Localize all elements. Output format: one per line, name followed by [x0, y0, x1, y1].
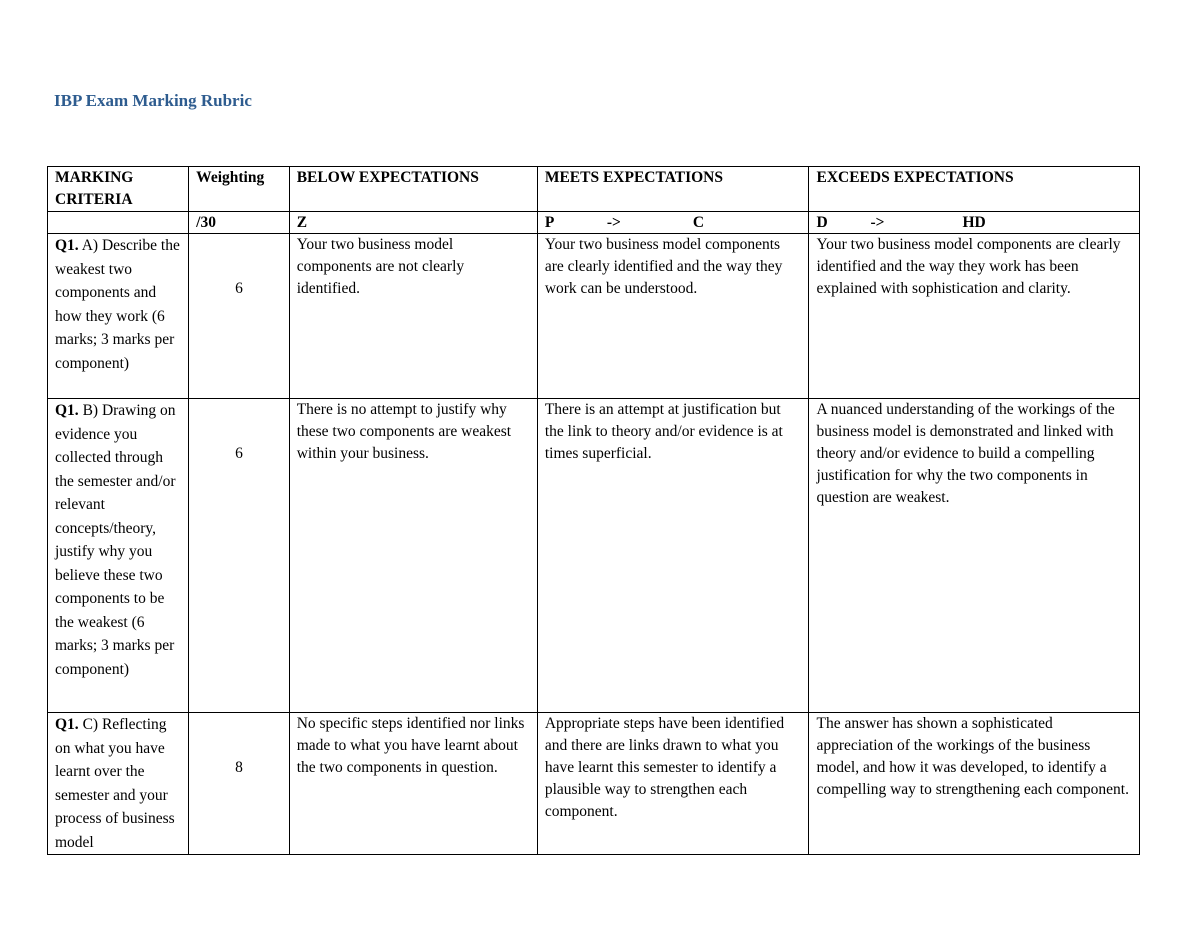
- grade-exceeds-end: HD: [962, 214, 986, 231]
- exceeds-text: Your two business model components are clearly identified and the way they work has been explained with sophistication and clarity.: [816, 236, 1121, 297]
- meets-cell: [537, 399, 809, 713]
- below-text: No specific steps identified nor links made to what you have learnt about the two components in question.: [296, 715, 525, 776]
- grade-criteria-empty: [48, 212, 189, 234]
- meets-text: Appropriate steps have been identified and there are links drawn to what you have learnt this semester to identify a plausible way to strengthen each component.: [544, 715, 785, 820]
- grade-exceeds: [809, 212, 1140, 234]
- criteria-text: C) Reflecting on what you have learnt over the semester and your process of business model: [55, 716, 175, 851]
- header-row: [48, 167, 1140, 212]
- grade-exceeds-start: D: [816, 214, 828, 231]
- criteria-text: A) Describe the weakest two components and how they work (6 marks; 3 marks per component): [55, 237, 180, 372]
- below-text: Your two business model components are not clearly identified.: [296, 236, 465, 297]
- grade-meets-arrow: ->: [606, 214, 621, 231]
- question-number: Q1.: [55, 402, 79, 419]
- meets-cell: [537, 713, 809, 855]
- table-row: [48, 234, 1140, 399]
- meets-text: Your two business model components are clearly identified and the way they work can be understood.: [544, 236, 783, 297]
- grade-total: /30: [189, 212, 290, 234]
- criteria-cell: [48, 234, 189, 399]
- exceeds-text: The answer has shown a sophisticated appreciation of the workings of the business model, and how it was developed, to identify a compelling way to strengthening each component.: [816, 715, 1129, 798]
- weight-value: 6: [235, 280, 243, 297]
- below-cell: [289, 713, 537, 855]
- exceeds-cell: [809, 234, 1140, 399]
- meets-text: There is an attempt at justification but the link to theory and/or evidence is at times superficial.: [544, 401, 783, 462]
- header-meets-expectations: MEETS EXPECTATIONS: [537, 167, 809, 212]
- weight-cell: [189, 234, 290, 399]
- criteria-cell: [48, 713, 189, 855]
- exceeds-cell: [809, 713, 1140, 855]
- below-text: There is no attempt to justify why these two components are weakest within your business.: [296, 401, 512, 462]
- table-row: [48, 713, 1140, 855]
- header-weighting: Weighting: [189, 167, 290, 212]
- table-row: [48, 399, 1140, 713]
- exceeds-text: A nuanced understanding of the workings of the business model is demonstrated and linked with theory and/or evidence to build a compelling justification for why the two components in question are weakest.: [816, 401, 1115, 506]
- grade-meets: [537, 212, 809, 234]
- grade-meets-end: C: [692, 214, 705, 231]
- weight-cell: [189, 399, 290, 713]
- meets-cell: [537, 234, 809, 399]
- below-cell: [289, 234, 537, 399]
- weight-value: 8: [235, 759, 243, 776]
- marking-rubric-table: [47, 166, 1140, 855]
- document-title: IBP Exam Marking Rubric: [54, 91, 252, 110]
- header-exceeds-expectations: EXCEEDS EXPECTATIONS: [809, 167, 1140, 212]
- weight-value: 6: [235, 445, 243, 462]
- grade-meets-start: P: [544, 214, 555, 231]
- question-number: Q1.: [55, 237, 79, 254]
- header-criteria: MARKING CRITERIA: [48, 167, 189, 212]
- weight-cell: [189, 713, 290, 855]
- criteria-cell: [48, 399, 189, 713]
- exceeds-cell: [809, 399, 1140, 713]
- below-cell: [289, 399, 537, 713]
- criteria-text: B) Drawing on evidence you collected through the semester and/or relevant concepts/theory, justify why you believe these two components to be the weakest (6 marks; 3 marks per component): [55, 402, 176, 678]
- grade-below: Z: [289, 212, 537, 234]
- grade-row: [48, 212, 1140, 234]
- grade-exceeds-arrow: ->: [870, 214, 885, 231]
- header-below-expectations: BELOW EXPECTATIONS: [289, 167, 537, 212]
- question-number: Q1.: [55, 716, 79, 733]
